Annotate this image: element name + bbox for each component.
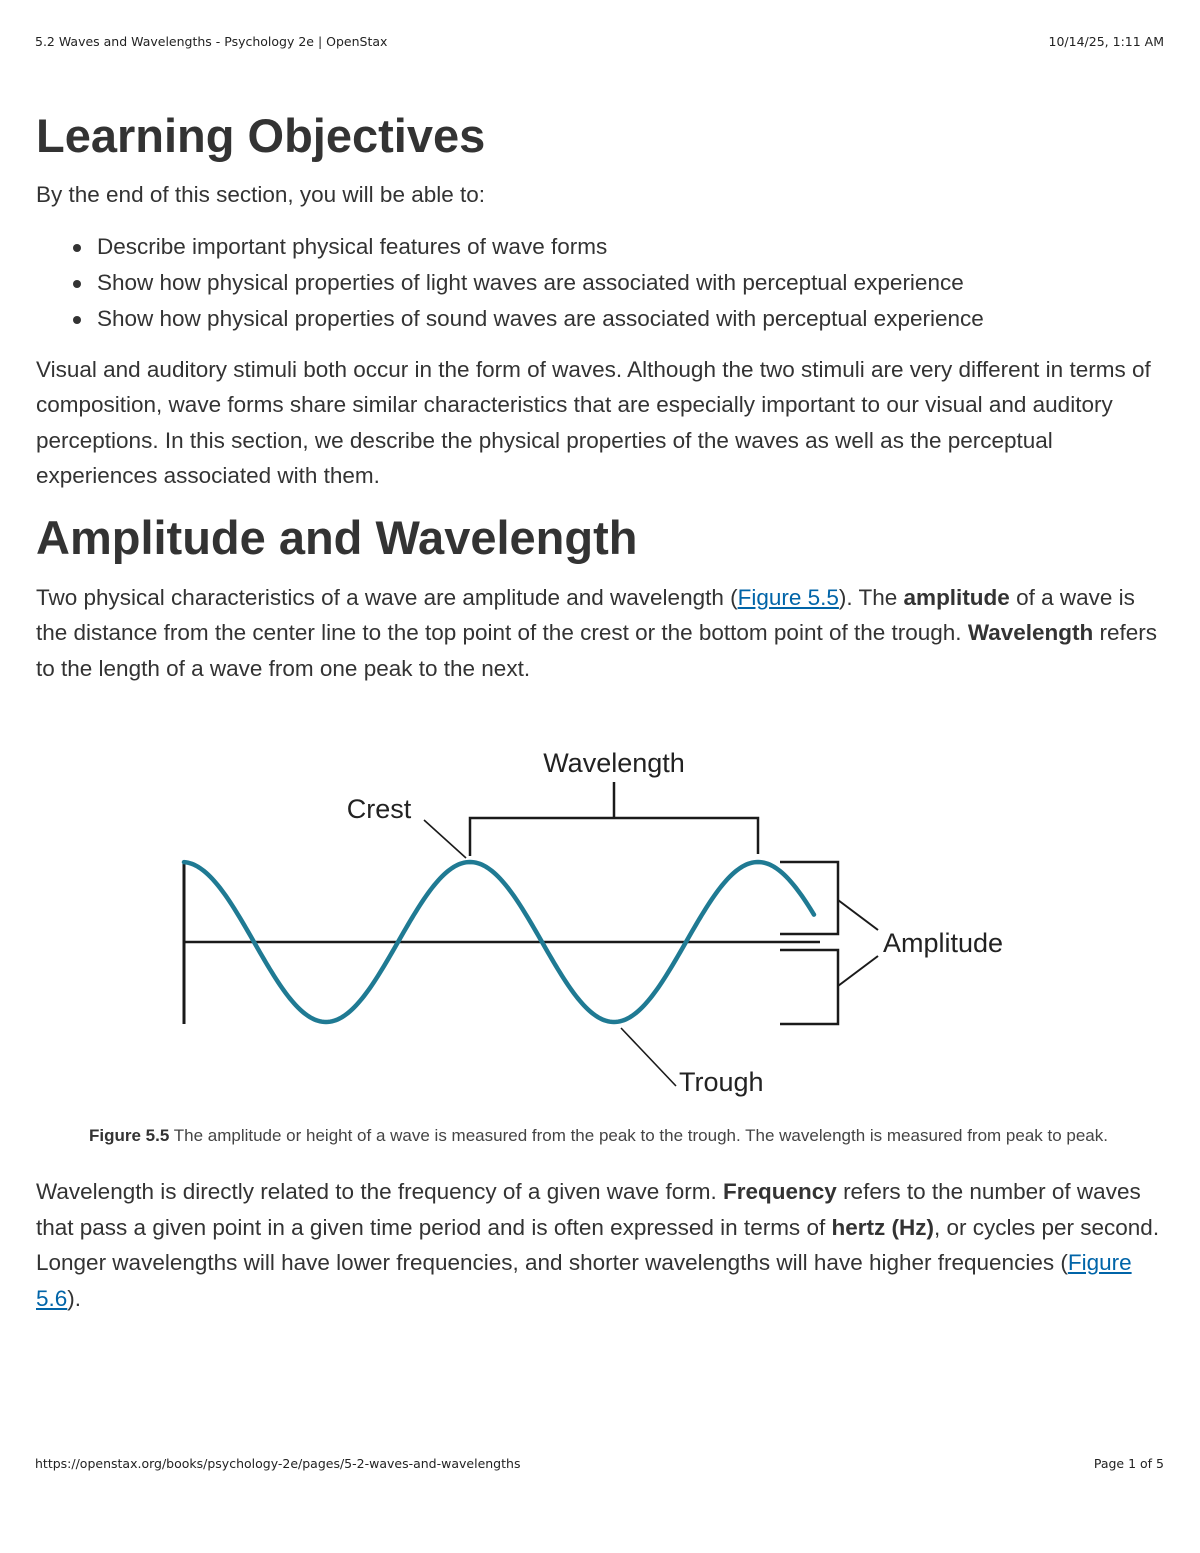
amplitude-bracket-lower [780, 950, 838, 1024]
term-hertz: hertz (Hz) [831, 1214, 934, 1240]
wave-diagram [176, 730, 1036, 1110]
amplitude-bracket-upper [780, 862, 838, 934]
page-url: https://openstax.org/books/psychology-2e/pages/5-2-waves-and-wavelengths [35, 1456, 521, 1471]
objectives-list [36, 229, 1166, 337]
list-item: Show how physical properties of sound waves are associated with perceptual experience [97, 301, 1166, 337]
objectives-intro: By the end of this section, you will be able to: [36, 182, 486, 207]
page-number: Page 1 of 5 [1093, 1456, 1164, 1471]
list-item: Show how physical properties of light waves are associated with perceptual experience [97, 265, 1166, 301]
print-footer [35, 1456, 1164, 1471]
caption-label: Figure 5.5 [89, 1126, 170, 1145]
intro-paragraph: Visual and auditory stimuli both occur in the form of waves. Although the two stimuli are very different in terms of composition, wave forms share similar characteristics that are especially important to our visual and auditory perceptions. In this section, we describe the physical properties of the waves as well as the perceptual experiences associated with them. [36, 356, 1151, 488]
print-page-title: 5.2 Waves and Wavelengths - Psychology 2e | OpenStax [35, 34, 388, 49]
figure-caption: Figure 5.5 The amplitude or height of a wave is measured from the peak to the trough. The wavelength is measured from peak to peak. [89, 1126, 1108, 1145]
print-datetime: 10/14/25, 1:11 AM [1048, 34, 1164, 49]
list-item: Describe important physical features of wave forms [97, 229, 1166, 265]
amplitude-label: Amplitude [883, 928, 1004, 958]
term-frequency: Frequency [723, 1179, 837, 1204]
amplitude-pointer-lower [838, 956, 878, 986]
wavelength-label: Wavelength [543, 748, 685, 778]
amplitude-wavelength-heading: Amplitude and Wavelength [36, 510, 638, 564]
print-header [35, 34, 1164, 49]
figure-5-6-link[interactable]: Figure 5.6 [36, 1250, 1132, 1311]
frequency-paragraph: Wavelength is directly related to the frequency of a given wave form. Frequency refers to the number of waves that pass a given point in a given time period and is often expressed in terms of hertz (Hz), or cycles per second. Longer wavelengths will have lower frequencies, and shorter wavelengths will have higher frequencies (Figure 5.6). [36, 1179, 1160, 1311]
learning-objectives-heading: Learning Objectives [36, 109, 486, 162]
crest-label: Crest [346, 794, 412, 824]
wavelength-bracket [470, 818, 758, 856]
term-wavelength: Wavelength [967, 620, 1094, 645]
trough-pointer [621, 1028, 676, 1086]
amplitude-pointer-upper [838, 900, 878, 930]
amplitude-paragraph: Two physical characteristics of a wave are amplitude and wavelength (Figure 5.5). The amplitude of a wave is the distance from the center line to the top point of the crest or the bottom point of the trough. Wavelength refers to the length of a wave from one peak to the next. [36, 584, 1158, 681]
crest-pointer [424, 820, 466, 858]
term-amplitude: amplitude [903, 584, 1010, 610]
trough-label: Trough [679, 1067, 764, 1097]
figure-5-5 [36, 730, 1166, 1160]
figure-5-5-link[interactable]: Figure 5.5 [737, 584, 839, 610]
page-content [36, 106, 1166, 1316]
